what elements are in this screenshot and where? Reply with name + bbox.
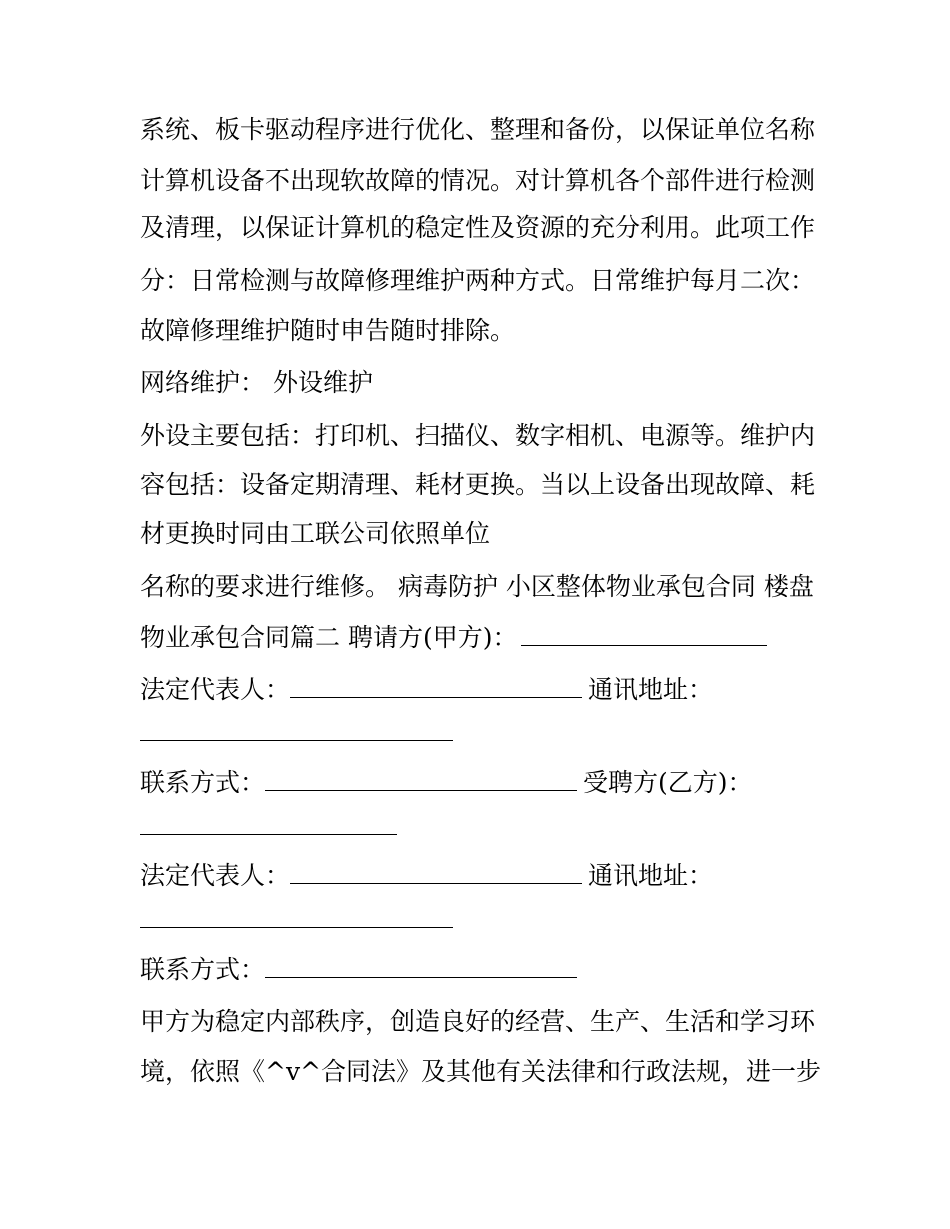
party-a-rep-blank	[290, 675, 582, 698]
party-a-heading-text: 物业承包合同篇二 聘请方(甲方)：	[140, 623, 518, 652]
section-heading: 网络维护： 外设维护	[140, 368, 373, 397]
paragraph-line: 计算机设备不出现软故障的情况。对计算机各个部件进行检测	[140, 166, 816, 195]
party-b-contact-blank	[265, 955, 577, 978]
paragraph-line: 系统、板卡驱动程序进行优化、整理和备份，以保证单位名称	[140, 115, 816, 144]
party-a-rep-row	[140, 675, 713, 705]
party-a-contact-blank	[265, 768, 577, 791]
party-a-contact-label: 联系方式：	[140, 768, 266, 797]
paragraph-line: 境，依照《^v^合同法》及其他有关法律和行政法规，进一步	[140, 1057, 822, 1086]
paragraph-line: 外设主要包括：打印机、扫描仪、数字相机、电源等。维护内	[140, 421, 816, 450]
party-b-address-label: 通讯地址：	[588, 861, 714, 890]
party-b-rep-blank	[290, 861, 582, 884]
party-b-name-blank	[140, 833, 397, 835]
party-a-address-blank	[140, 739, 453, 741]
paragraph-line: 故障修理维护随时申告随时排除。	[140, 316, 516, 345]
party-a-contact-row	[140, 768, 753, 798]
party-b-label: 受聘方(乙方)：	[583, 768, 753, 797]
party-b-rep-label: 法定代表人：	[140, 861, 291, 890]
paragraph-line: 材更换时同由工联公司依照单位	[140, 519, 491, 548]
paragraph-line: 及清理，以保证计算机的稳定性及资源的充分利用。此项工作	[140, 213, 816, 242]
paragraph-line: 容包括：设备定期清理、耗材更换。当以上设备出现故障、耗	[140, 470, 816, 499]
paragraph-line: 名称的要求进行维修。 病毒防护 小区整体物业承包合同 楼盘	[140, 572, 814, 601]
party-a-name-blank	[521, 623, 767, 646]
party-a-rep-label: 法定代表人：	[140, 675, 291, 704]
party-b-contact-label: 联系方式：	[140, 955, 266, 984]
party-b-address-blank	[140, 926, 453, 928]
party-b-rep-row	[140, 861, 713, 891]
party-a-address-label: 通讯地址：	[588, 675, 714, 704]
party-a-heading	[140, 623, 773, 653]
paragraph-line: 甲方为稳定内部秩序，创造良好的经营、生产、生活和学习环	[140, 1007, 816, 1036]
paragraph-line: 分：日常检测与故障修理维护两种方式。日常维护每月二次：	[140, 266, 816, 295]
party-b-contact-row	[140, 955, 583, 985]
